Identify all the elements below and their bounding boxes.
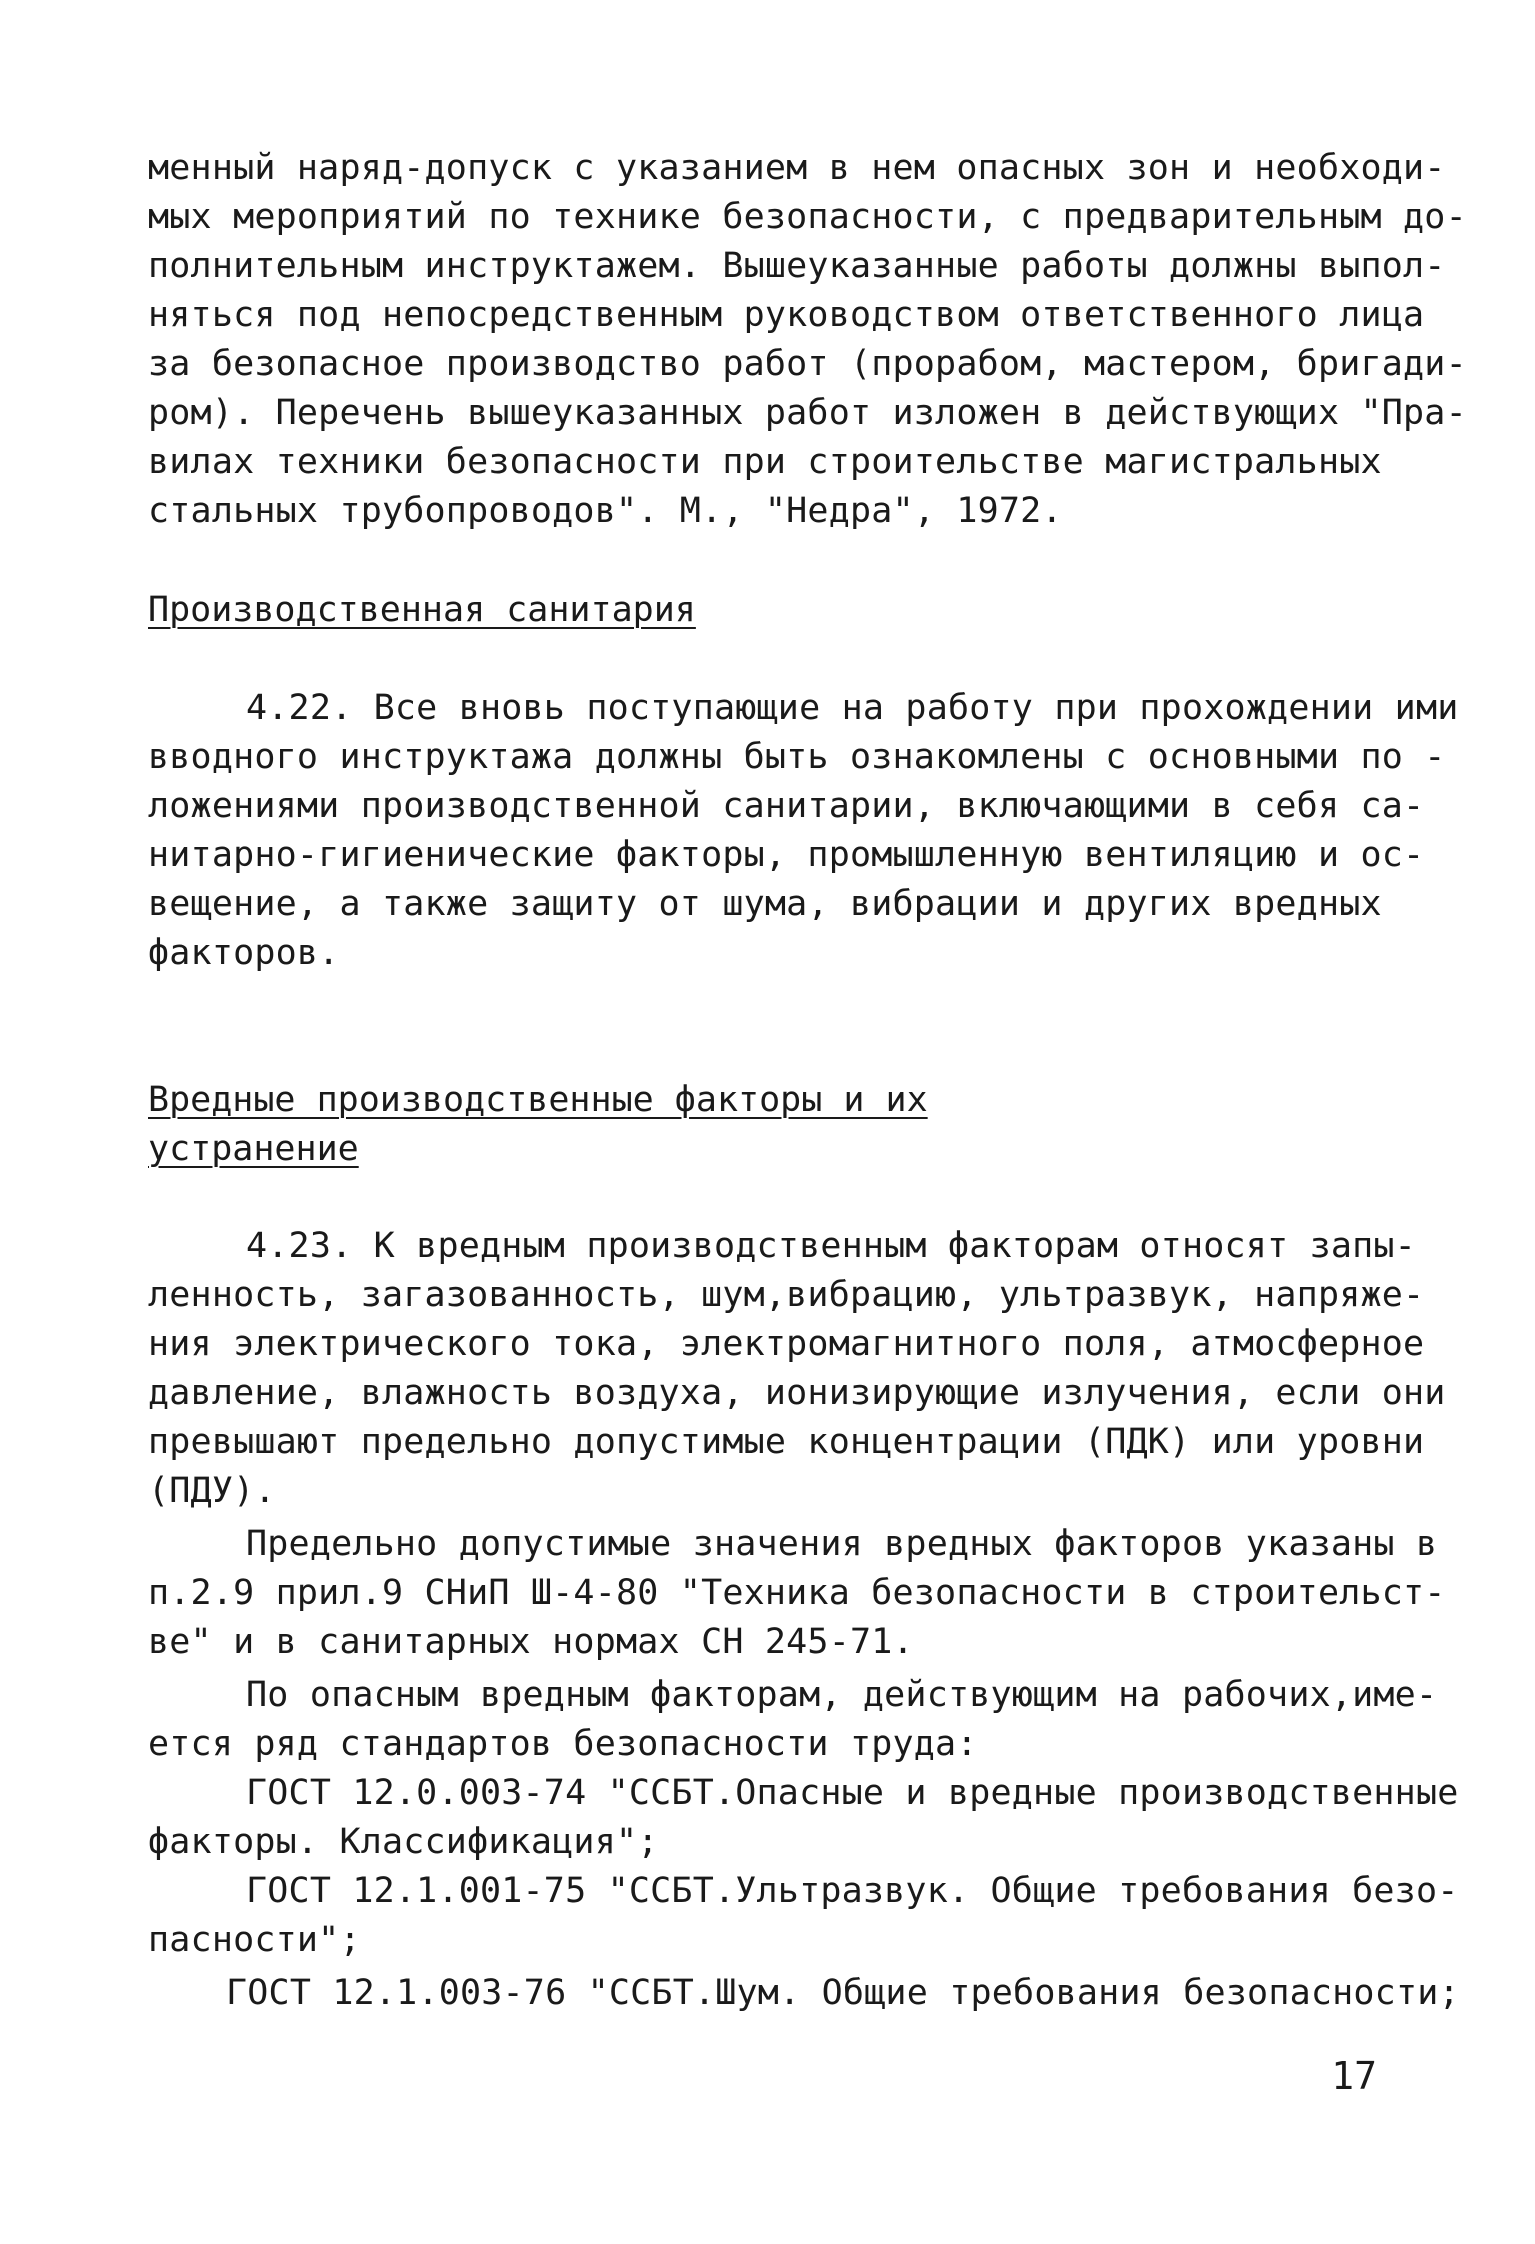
text-line: давление, влажность воздуха, ионизирующие излучения, если они: [148, 1373, 1446, 1413]
text-line: ленность, загазованность, шум,вибрацию, ультразвук, напряже-: [148, 1275, 1425, 1315]
text-line: стальных трубопроводов". М., "Недра", 1972.: [148, 491, 1063, 531]
text-line: п.2.9 прил.9 СНиП Ш-4-80 "Техника безопасности в строительст-: [148, 1573, 1446, 1613]
text-line: вилах техники безопасности при строительстве магистральных: [148, 442, 1382, 482]
text-line: менный наряд-допуск с указанием в нем опасных зон и необходи-: [148, 148, 1446, 188]
text-line: Предельно допустимые значения вредных факторов указаны в: [246, 1524, 1438, 1564]
text-line: нитарно-гигиенические факторы, промышленную вентиляцию и ос-: [148, 835, 1425, 875]
text-line: вводного инструктажа должны быть ознакомлены с основными по -: [148, 737, 1446, 777]
text-line: ГОСТ 12.1.001-75 "ССБТ.Ультразвук. Общие требования безо-: [246, 1871, 1459, 1911]
text-line: ложениями производственной санитарии, включающими в себя са-: [148, 786, 1425, 826]
text-line: мых мероприятий по технике безопасности, с предварительным до-: [148, 197, 1467, 237]
text-line: факторы. Классификация";: [148, 1822, 659, 1862]
text-line: 4.22. Все вновь поступающие на работу при прохождении ими: [246, 688, 1459, 728]
text-line: вещение, а также защиту от шума, вибрации и других вредных: [148, 884, 1382, 924]
text-line: ГОСТ 12.1.003-76 "ССБТ.Шум. Общие требования безопасности;: [226, 1973, 1460, 2013]
text-line: пасности";: [148, 1920, 361, 1960]
section-heading-harmful-line2: устранение: [148, 1129, 359, 1169]
text-line: 4.23. К вредным производственным факторам относят запы-: [246, 1226, 1416, 1266]
text-line: ром). Перечень вышеуказанных работ изложен в действующих "Пра-: [148, 393, 1467, 433]
text-line: няться под непосредственным руководством ответственного лица: [148, 295, 1425, 335]
text-line: (ПДУ).: [148, 1471, 276, 1511]
text-line: за безопасное производство работ (прорабом, мастером, бригади-: [148, 344, 1467, 384]
text-line: факторов.: [148, 933, 340, 973]
text-line: ве" и в санитарных нормах СН 245-71.: [148, 1622, 914, 1662]
section-heading-sanitation: Производственная санитария: [148, 590, 696, 630]
text-line: ГОСТ 12.0.003-74 "ССБТ.Опасные и вредные производственные: [246, 1773, 1459, 1813]
section-heading-harmful-line1: Вредные производственные факторы и их: [148, 1080, 928, 1120]
page-number: 17: [1331, 2054, 1377, 2098]
text-line: ется ряд стандартов безопасности труда:: [148, 1724, 978, 1764]
text-line: полнительным инструктажем. Вышеуказанные работы должны выпол-: [148, 246, 1446, 286]
text-line: превышают предельно допустимые концентрации (ПДК) или уровни: [148, 1422, 1425, 1462]
text-line: ния электрического тока, электромагнитного поля, атмосферное: [148, 1324, 1425, 1364]
text-line: По опасным вредным факторам, действующим на рабочих,име-: [246, 1675, 1438, 1715]
